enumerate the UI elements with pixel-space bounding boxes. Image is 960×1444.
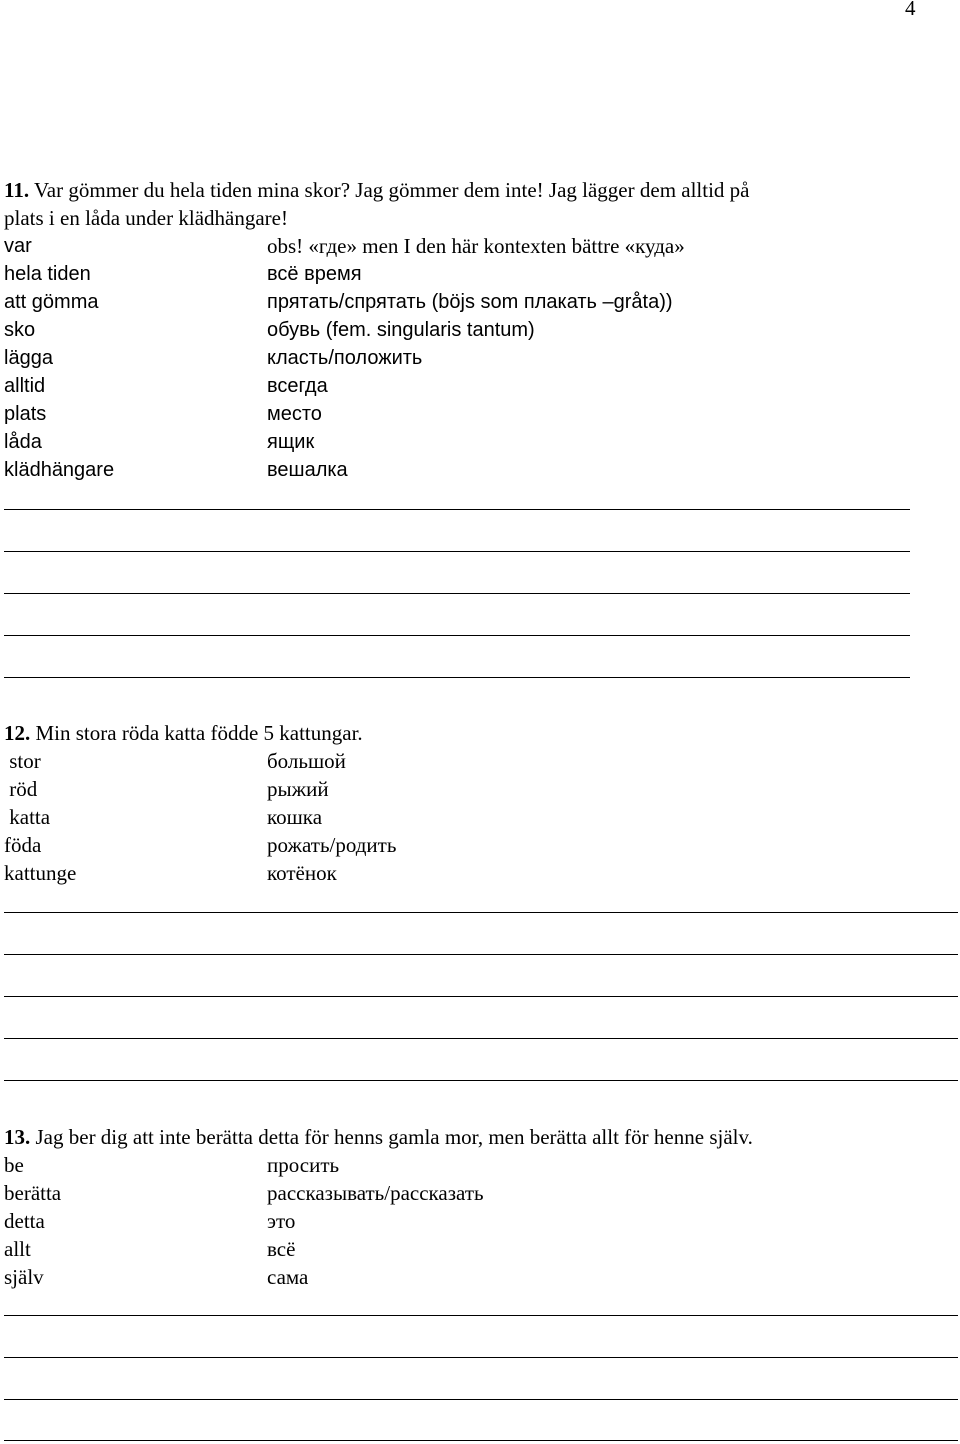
vocab-russian: рассказывать/рассказать [267, 1181, 484, 1205]
vocab-russian: всё [267, 1237, 296, 1261]
vocab-swedish: plats [4, 403, 47, 425]
sentence-line: Min stora röda katta födde 5 kattungar. [30, 721, 363, 745]
vocab-row [4, 288, 954, 316]
vocab-row [4, 372, 954, 400]
vocab-swedish: katta [4, 805, 51, 829]
vocab-swedish: kattunge [4, 861, 77, 885]
vocab-russian: котёнок [267, 861, 337, 885]
answer-line[interactable] [4, 954, 958, 955]
sentence-line: plats i en låda under klädhängare! [4, 206, 288, 230]
answer-line[interactable] [4, 635, 910, 636]
answer-line[interactable] [4, 1399, 958, 1400]
answer-line[interactable] [4, 1440, 958, 1441]
exercise-13 [4, 1123, 954, 1291]
vocab-swedish: låda [4, 431, 42, 453]
exercise-12 [4, 719, 954, 887]
vocab-russian: прятать/спрятать (böjs som плакать –gråta)) [267, 291, 673, 313]
sentence-line: Jag ber dig att inte berätta detta för henns gamla mor, men berätta allt för henne själv. [30, 1125, 753, 1149]
vocab-russian: большой [267, 749, 346, 773]
vocab-swedish: allt [4, 1237, 31, 1261]
page-number: 4 [905, 0, 916, 20]
vocab-swedish: berätta [4, 1181, 62, 1205]
vocab-russian: obs! «где» men I den här kontexten bättre «куда» [267, 234, 685, 258]
vocab-swedish: klädhängare [4, 459, 115, 481]
vocab-swedish: detta [4, 1209, 45, 1233]
vocab-swedish: sko [4, 319, 36, 341]
vocab-swedish: lägga [4, 347, 53, 369]
vocab-russian: обувь (fem. singularis tantum) [267, 319, 535, 341]
vocab-row [4, 1263, 954, 1291]
answer-line[interactable] [4, 509, 910, 510]
vocab-russian: просить [267, 1153, 340, 1177]
exercise-number: 12. [4, 721, 31, 745]
exercise-sentence [4, 719, 954, 747]
vocab-row [4, 1151, 954, 1179]
exercise-number: 13. [4, 1125, 31, 1149]
vocab-swedish: föda [4, 833, 42, 857]
vocab-swedish: var [4, 235, 32, 257]
vocab-russian: место [267, 403, 322, 425]
vocab-row [4, 1207, 954, 1235]
vocab-swedish: själv [4, 1265, 44, 1289]
vocab-row [4, 260, 954, 288]
answer-line[interactable] [4, 912, 958, 913]
vocab-swedish: alltid [4, 375, 46, 397]
vocab-russian: класть/положить [267, 347, 423, 369]
answer-line[interactable] [4, 593, 910, 594]
vocab-row [4, 344, 954, 372]
vocab-row [4, 1179, 954, 1207]
vocab-russian: всегда [267, 375, 328, 397]
vocab-row [4, 859, 954, 887]
vocab-russian: вешалка [267, 459, 348, 481]
vocab-russian: всё время [267, 263, 362, 285]
vocab-swedish: röd [4, 777, 38, 801]
vocab-russian: это [267, 1209, 296, 1233]
vocab-russian: ящик [267, 431, 315, 453]
vocab-row [4, 400, 954, 428]
vocab-swedish: be [4, 1153, 24, 1177]
vocab-russian: рыжий [267, 777, 329, 801]
answer-line[interactable] [4, 1315, 958, 1316]
vocab-russian: рожать/родить [267, 833, 397, 857]
vocab-row [4, 803, 954, 831]
vocab-row [4, 831, 954, 859]
answer-line[interactable] [4, 1080, 958, 1081]
answer-line[interactable] [4, 551, 910, 552]
vocab-row [4, 316, 954, 344]
vocab-russian: сама [267, 1265, 309, 1289]
vocab-row [4, 232, 954, 260]
vocab-russian: кошка [267, 805, 323, 829]
vocab-row [4, 1235, 954, 1263]
vocab-row [4, 775, 954, 803]
vocab-row [4, 456, 954, 484]
answer-line[interactable] [4, 1038, 958, 1039]
vocab-swedish: att gömma [4, 291, 99, 313]
exercise-11 [4, 176, 954, 484]
exercise-sentence [4, 176, 954, 232]
sentence-line: Var gömmer du hela tiden mina skor? Jag gömmer dem inte! Jag lägger dem alltid på [29, 178, 750, 202]
vocab-swedish: stor [4, 749, 41, 773]
vocab-swedish: hela tiden [4, 263, 91, 285]
answer-line[interactable] [4, 1357, 958, 1358]
exercise-sentence [4, 1123, 954, 1151]
answer-line[interactable] [4, 677, 910, 678]
vocab-row [4, 428, 954, 456]
answer-line[interactable] [4, 996, 958, 997]
vocab-row [4, 747, 954, 775]
exercise-number: 11. [4, 178, 30, 202]
